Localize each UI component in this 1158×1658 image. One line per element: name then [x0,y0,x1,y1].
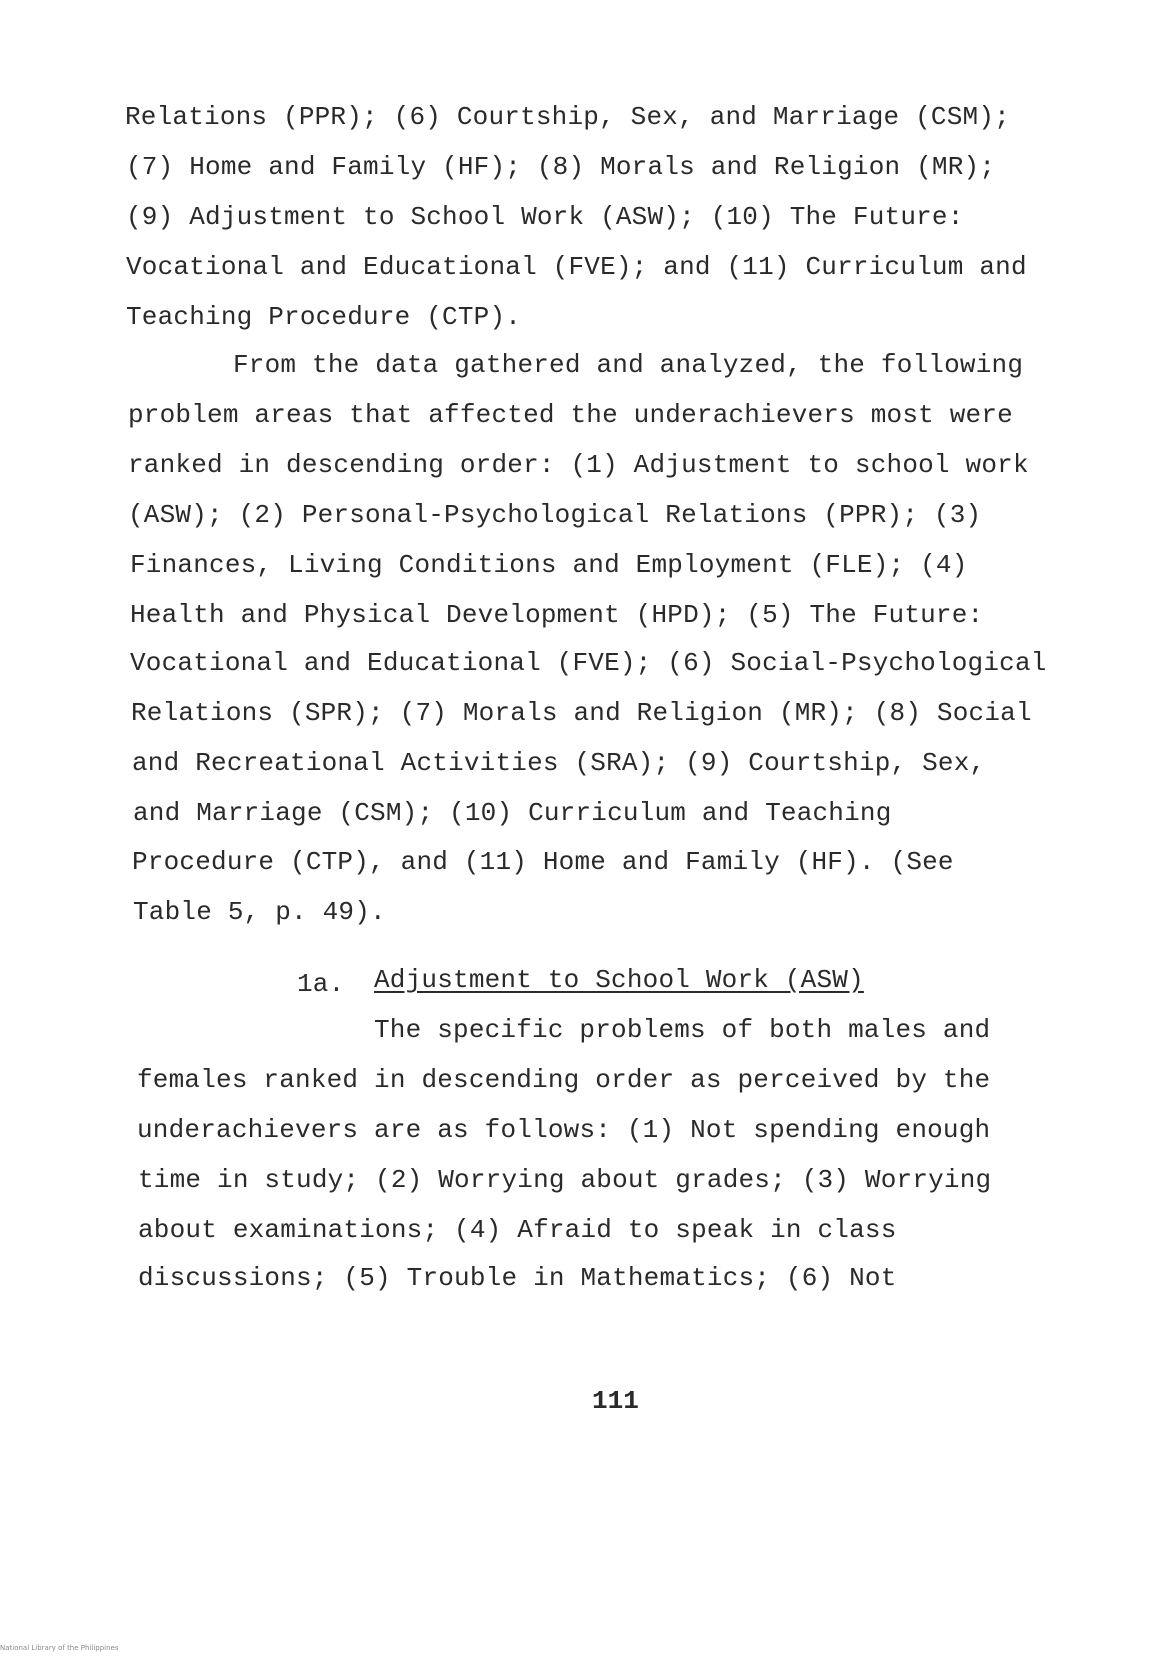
text-line: (ASW); (2) Personal-Psychological Relations (PPR); (3) [128,500,982,530]
text-line: discussions; (5) Trouble in Mathematics; (6) Not [138,1263,897,1293]
text-line: about examinations; (4) Afraid to speak in class [138,1215,897,1245]
text-line: problem areas that affected the underachievers most were [128,400,1013,430]
footer-stamp: National Library of the Philippines [0,1644,119,1652]
text-line: and Recreational Activities (SRA); (9) Courtship, Sex, [132,748,986,778]
section-heading: Adjustment to School Work (ASW) [374,965,864,995]
page-number: 111 [592,1386,639,1416]
text-line: Relations (SPR); (7) Morals and Religion (MR); (8) Social [131,698,1032,728]
text-line: The specific problems of both males and [374,1015,991,1045]
text-line: underachievers are as follows: (1) Not spending enough [137,1115,991,1145]
text-line: Finances, Living Conditions and Employment (FLE); (4) [130,550,968,580]
text-line: Procedure (CTP), and (11) Home and Family (HF). (See [132,847,954,877]
text-line: Health and Physical Development (HPD); (5) The Future: [130,600,984,630]
text-line: ranked in descending order: (1) Adjustment to school work [128,450,1029,480]
text-line: (9) Adjustment to School Work (ASW); (10) The Future: [126,202,964,232]
text-line: Teaching Procedure (CTP). [126,302,522,332]
text-line: (7) Home and Family (HF); (8) Morals and Religion (MR); [126,152,996,182]
text-line: Vocational and Educational (FVE); (6) Social-Psychological [130,648,1047,678]
text-line: females ranked in descending order as perceived by the [137,1065,991,1095]
section-number: 1a. [297,969,345,999]
text-line: time in study; (2) Worrying about grades; (3) Worrying [138,1165,992,1195]
text-line: Table 5, p. 49). [133,897,386,927]
text-line: and Marriage (CSM); (10) Curriculum and Teaching [133,798,892,828]
text-line: From the data gathered and analyzed, the following [233,350,1024,380]
text-line: Vocational and Educational (FVE); and (11) Curriculum and [126,252,1027,282]
text-line: Relations (PPR); (6) Courtship, Sex, and Marriage (CSM); [125,102,1010,132]
